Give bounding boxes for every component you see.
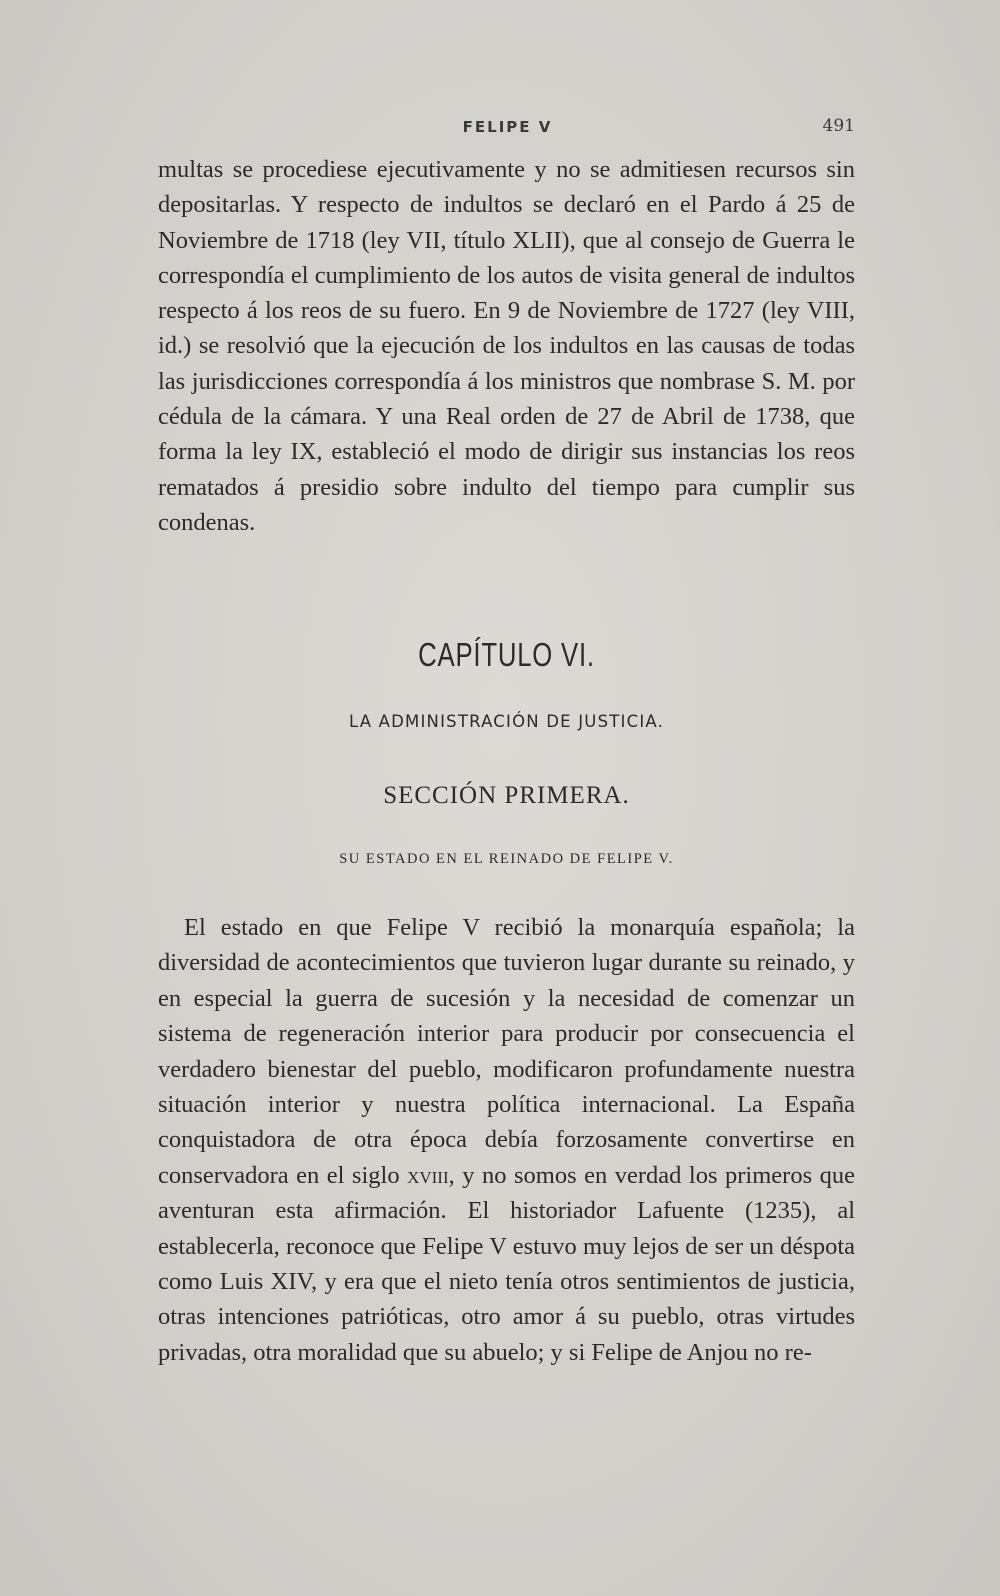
section-opening-paragraph: [158, 910, 855, 1370]
paragraph-text: [158, 910, 855, 1370]
section-subtitle: SU ESTADO EN EL REINADO DE FELIPE V.: [339, 851, 674, 867]
century-numeral: xviii: [407, 1161, 449, 1189]
continuation-paragraph: [158, 152, 855, 540]
chapter-title: CAPÍTULO VI.: [418, 636, 595, 673]
running-head: [160, 118, 855, 142]
chapter-subtitle: LA ADMINISTRACIÓN DE JUSTICIA.: [348, 712, 665, 731]
paragraph-text-part: El estado en que Felipe V recibió la monarquía española; la diversidad de acontecimientos que tuvieron lugar durante su reinado, y en especial la guerra de sucesión y la necesidad de comenzar un sistema de regeneración interior para producir por consecuencia el verdadero bienestar del pueblo, modificaron profundamente nuestra situación interior y nuestra política internacional. La España conquistadora de otra época debía forzosamente convertirse en conservadora en el siglo: [158, 914, 855, 1189]
running-title: FELIPE V: [462, 118, 553, 136]
section-title: SECCIÓN PRIMERA.: [383, 782, 630, 809]
page-number: 491: [822, 116, 855, 136]
paragraph-text: multas se procediese ejecutivamente y no se admitiesen recursos sin depositarlas. Y respecto de indultos se declaró en el Pardo á 25 de Noviembre de 1718 (ley VII, título XLII), que al consejo de Guerra le correspondía el cumplimiento de los autos de visita general de indultos respecto á los reos de su fuero. En 9 de Noviembre de 1727 (ley VIII, id.) se resolvió que la ejecución de los indultos en las causas de todas las jurisdicciones correspondía á los ministros que nombrase S. M. por cédula de la cámara. Y una Real orden de 27 de Abril de 1738, que forma la ley IX, estableció el modo de dirigir sus instancias los reos rematados á presidio sobre indulto del tiempo para cumplir sus condenas.: [158, 156, 855, 536]
paragraph-text-part: , y no somos en verdad los primeros que aventuran esta afirmación. El historiador Lafuente (1235), al establecerla, reconoce que Felipe V estuvo muy lejos de ser un déspota como Luis XIV, y era que el nieto tenía otros sentimientos de justicia, otras intenciones patrióticas, otro amor á su pueblo, otras virtudes privadas, otra moralidad que su abuelo; y si Felipe de Anjou no re-: [158, 1161, 855, 1366]
